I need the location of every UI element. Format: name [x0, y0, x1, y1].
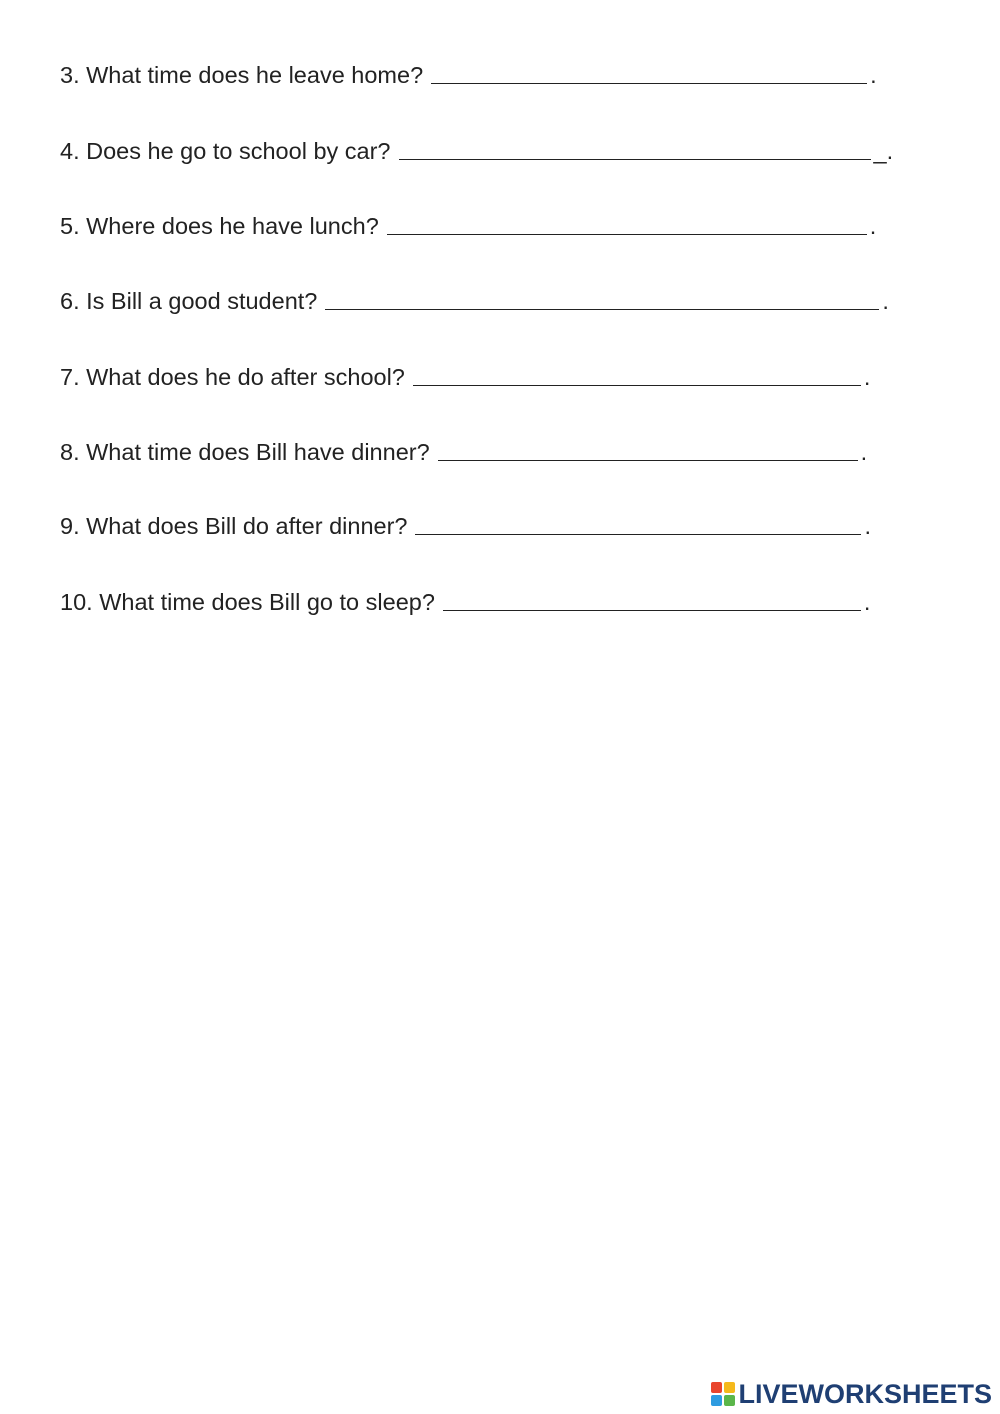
answer-blank[interactable] — [399, 156, 871, 160]
question-text: 10. What time does Bill go to sleep? — [60, 589, 435, 615]
logo-block-3 — [711, 1395, 722, 1406]
question-end: . — [882, 288, 889, 314]
question-text: 4. Does he go to school by car? — [60, 138, 391, 164]
question-end: . — [864, 513, 872, 539]
liveworksheets-blocks-icon — [711, 1382, 735, 1406]
question-text: 7. What does he do after school? — [60, 364, 405, 390]
liveworksheets-logo[interactable] — [711, 1381, 992, 1407]
answer-blank[interactable] — [413, 382, 861, 386]
question-text: 6. Is Bill a good student? — [60, 288, 318, 314]
answer-blank[interactable] — [438, 457, 858, 461]
answer-blank[interactable] — [443, 607, 861, 611]
question-text: 3. What time does he leave home? — [60, 62, 424, 88]
answer-blank[interactable] — [431, 80, 867, 84]
question-end: . — [863, 589, 871, 615]
question-5 — [60, 211, 876, 241]
question-end: . — [870, 62, 877, 88]
question-text: 5. Where does he have lunch? — [60, 213, 379, 239]
question-10 — [60, 587, 870, 617]
logo-text: LIVEWORKSHEETS — [738, 1379, 992, 1409]
question-4 — [60, 136, 893, 166]
logo-block-2 — [724, 1382, 735, 1393]
question-8 — [60, 437, 867, 467]
question-end: _. — [873, 138, 894, 164]
question-6 — [60, 286, 889, 316]
question-text: 9. What does Bill do after dinner? — [60, 513, 408, 539]
question-9 — [60, 511, 871, 541]
logo-block-1 — [711, 1382, 722, 1393]
logo-block-4 — [724, 1395, 735, 1406]
answer-blank[interactable] — [387, 231, 867, 235]
question-7 — [60, 362, 870, 392]
answer-blank[interactable] — [325, 306, 879, 310]
question-end: . — [860, 439, 868, 465]
question-end: . — [863, 364, 871, 390]
answer-blank[interactable] — [415, 531, 861, 535]
question-text: 8. What time does Bill have dinner? — [60, 439, 430, 465]
question-3 — [60, 60, 877, 90]
question-end: . — [869, 213, 877, 239]
